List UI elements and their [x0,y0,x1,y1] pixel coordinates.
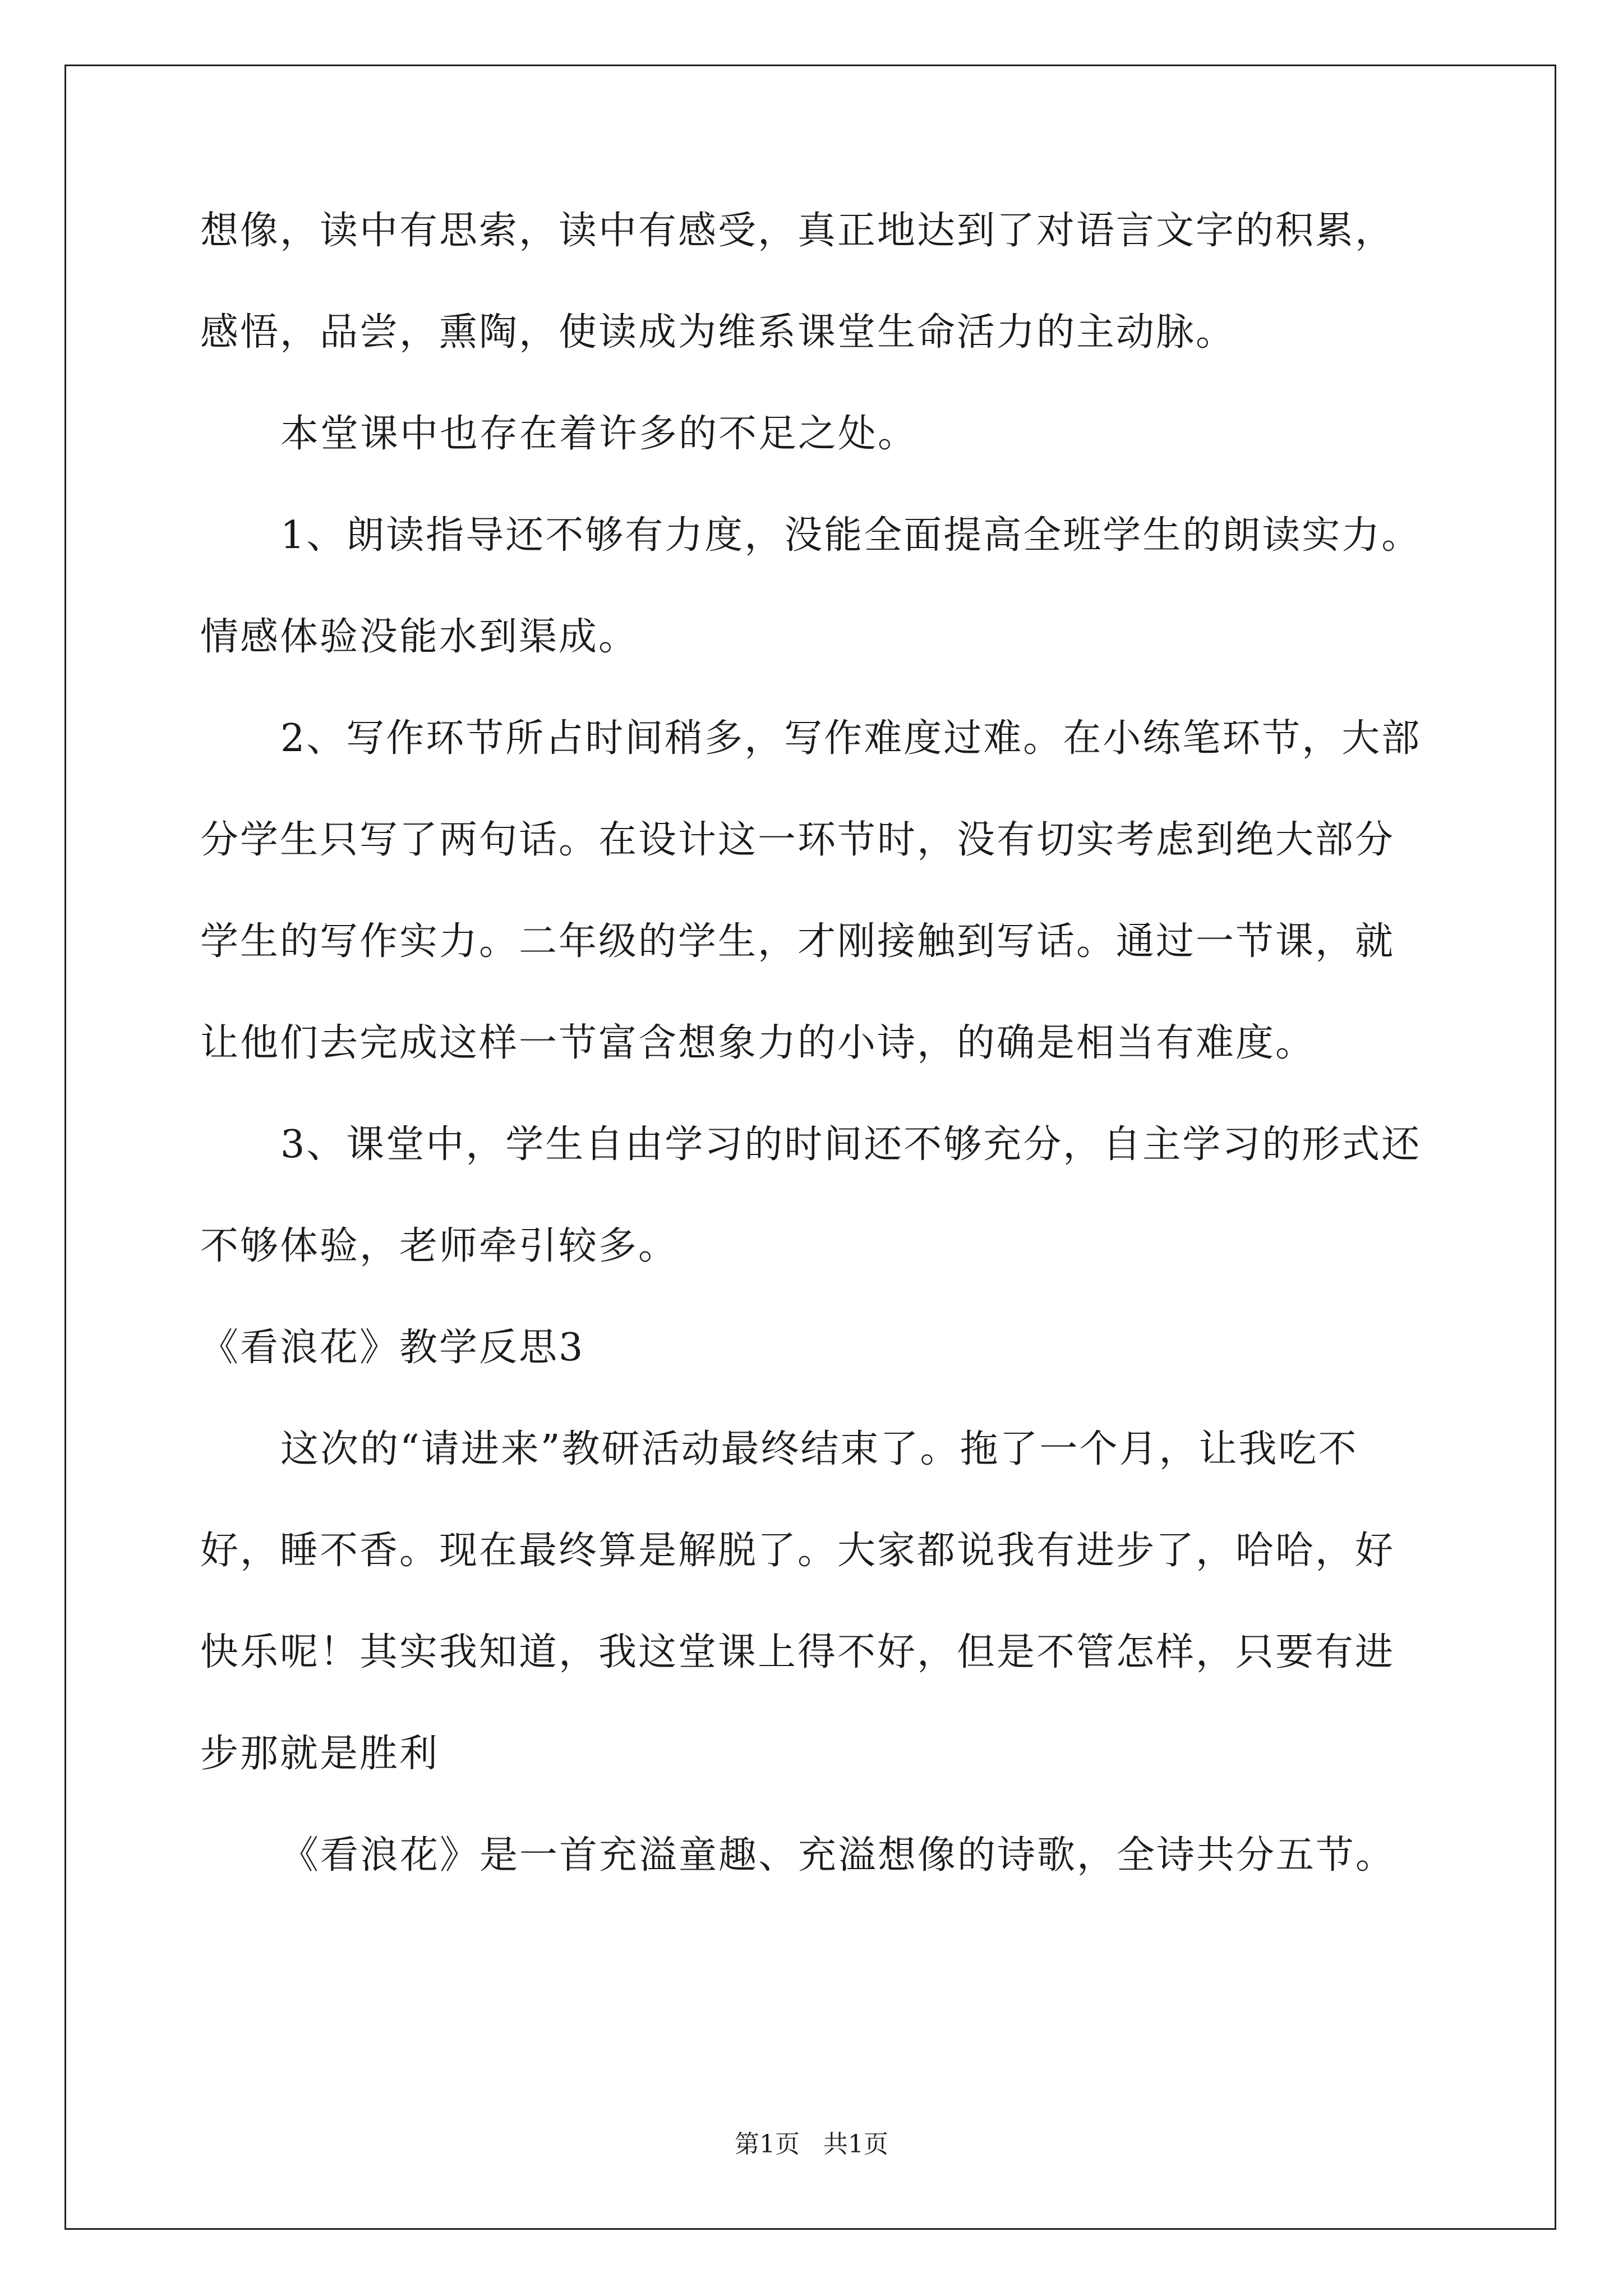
paragraph-line: 学生的写作实力。二年级的学生，才刚接触到写话。通过一节课，就 [200,919,1395,964]
paragraph-line: 让他们去完成这样一节富含想象力的小诗，的确是相当有难度。 [200,1021,1316,1065]
section-heading: 《看浪花》教学反思3 [200,1326,585,1370]
paragraph-line: 《看浪花》是一首充溢童趣、充溢想像的诗歌，全诗共分五节。 [280,1833,1396,1878]
paragraph-line: 分学生只写了两句话。在设计这一环节时，没有切实考虑到绝大部分 [200,818,1395,862]
paragraph-line: 快乐呢！其实我知道，我这堂课上得不好，但是不管怎样，只要有进 [200,1630,1395,1674]
paragraph-line: 3、课堂中，学生自由学习的时间还不够充分，自主学习的形式还 [280,1122,1422,1167]
paragraph-line: 好，睡不香。现在最终算是解脱了。大家都说我有进步了，哈哈，好 [200,1529,1395,1573]
paragraph-line: 2、写作环节所占时间稍多，写作难度过难。在小练笔环节，大部 [280,716,1422,761]
paragraph-line: 情感体验没能水到渠成。 [200,615,639,659]
paragraph-line: 想像，读中有思索，读中有感受，真正地达到了对语言文字的积累， [200,209,1395,253]
paragraph-line: 感悟，品尝，熏陶，使读成为维系课堂生命活力的主动脉。 [200,310,1236,355]
paragraph-line: 1、朗读指导还不够有力度，没能全面提高全班学生的朗读实力。 [280,513,1422,558]
paragraph-line: 本堂课中也存在着许多的不足之处。 [280,412,918,456]
paragraph-line: 这次的“请进来”教研活动最终结束了。拖了一个月，让我吃不 [280,1427,1358,1471]
paragraph-line: 步那就是胜利 [200,1732,440,1776]
page-number-footer: 第1页 共1页 [735,2130,888,2159]
paragraph-line: 不够体验，老师牵引较多。 [200,1224,679,1268]
